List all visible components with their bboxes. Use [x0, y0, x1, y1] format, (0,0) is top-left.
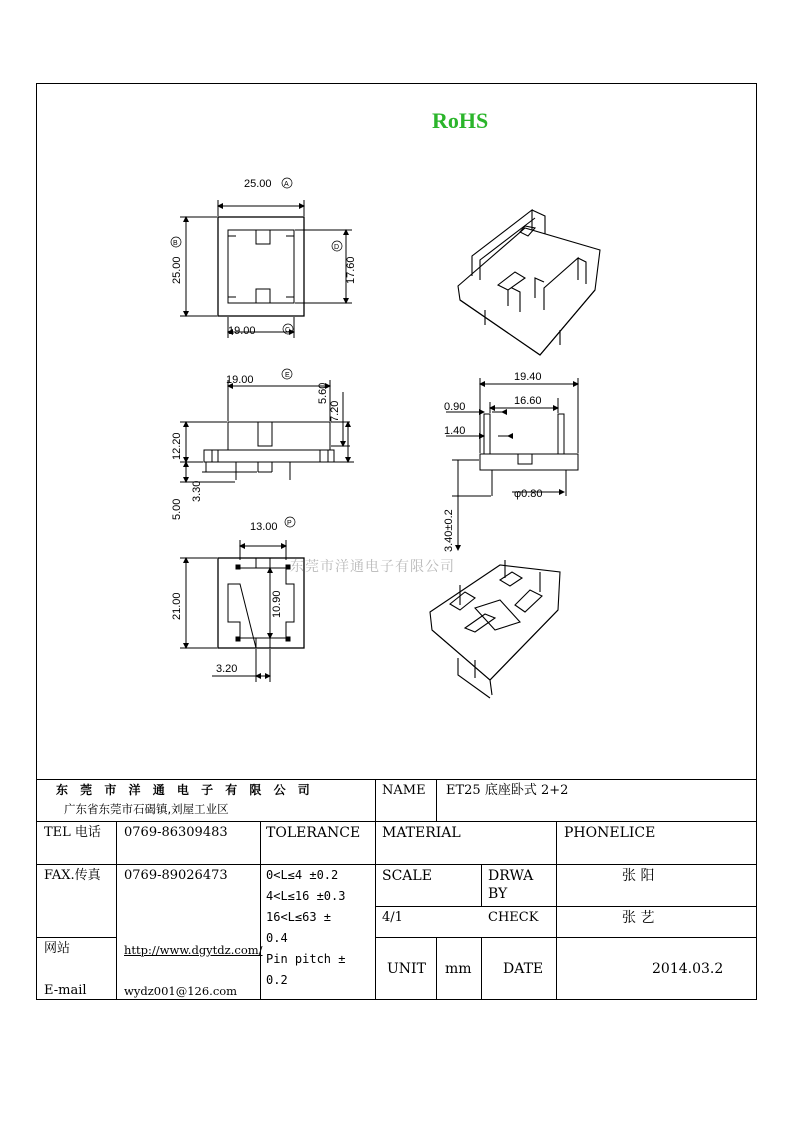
dim-top-height-tag: B: [173, 240, 178, 247]
material-label: MATERIAL: [382, 825, 461, 841]
tolerance-line-3: 16<L≤63 ±: [266, 910, 332, 924]
top-view: [180, 200, 352, 338]
dim-side-width: 19.00: [226, 374, 254, 386]
tolerance-line-4: Pin pitch ±: [266, 952, 346, 966]
scale-value: 4/1: [382, 910, 403, 925]
company-address: 广东省东莞市石碣镇,刘屋工业区: [64, 802, 229, 816]
dim-top-height: 25.00: [171, 256, 183, 284]
date-value: 2014.03.2: [652, 961, 724, 977]
tolerance-line-2: 4<L≤16 ±0.3: [266, 889, 346, 903]
title-block: [36, 779, 757, 1000]
tolerance-line-3b: 0.4: [266, 931, 288, 945]
dim-side-pin2: 3.30: [191, 480, 203, 502]
dim-bottom-width: 13.00: [250, 521, 278, 533]
name-label: NAME: [382, 783, 426, 798]
dim-bottom-inner: 10.90: [271, 590, 283, 618]
dim-side-h1: 5.60: [317, 382, 329, 404]
drwaby-value: 张 阳: [622, 868, 655, 884]
tolerance-line-4b: 0.2: [266, 973, 288, 987]
isometric-view-bottom: [430, 560, 560, 698]
web-link[interactable]: http://www.dgytdz.com/: [124, 943, 263, 957]
isometric-view-top: [458, 210, 600, 355]
dim-right-090: 0.90: [444, 401, 466, 413]
dim-right-width: 19.40: [514, 371, 542, 383]
dim-top-width-tag: A: [284, 181, 289, 188]
dim-top-bottom-tag: C: [285, 327, 291, 334]
dim-right-140: 1.40: [444, 425, 466, 437]
dim-side-width-tag: E: [285, 372, 290, 379]
check-label: CHECK: [488, 910, 539, 925]
fax-label: FAX.传真: [44, 868, 101, 883]
dim-top-inner-tag: D: [334, 244, 340, 251]
scale-label: SCALE: [382, 868, 432, 884]
dim-bottom-height: 21.00: [171, 592, 183, 620]
technical-drawing: [140, 160, 660, 720]
email-label: E-mail: [44, 983, 87, 998]
drwaby-label-2: BY: [488, 886, 508, 902]
check-value: 张 艺: [622, 910, 655, 926]
web-label: 网站: [44, 941, 71, 956]
fax-value: 0769-89026473: [124, 868, 228, 883]
dim-top-bottom: 19.00: [228, 325, 256, 337]
right-view: [446, 378, 578, 550]
tel-value: 0769-86309483: [124, 825, 228, 840]
dim-side-pin: 5.00: [171, 498, 183, 520]
bottom-view: [180, 540, 304, 682]
drwaby-label-1: DRWA: [488, 868, 534, 884]
dim-right-height: 3.40±0.2: [443, 509, 455, 552]
date-label: DATE: [503, 961, 544, 977]
tolerance-line-1: 0<L≤4 ±0.2: [266, 868, 339, 882]
watermark: 东莞市洋通电子有限公司: [290, 559, 455, 575]
dim-side-h2: 7.20: [329, 400, 341, 422]
email-value: wydz001@126.com: [124, 984, 238, 998]
dim-bottom-small: 3.20: [216, 663, 238, 675]
rohs-label: RoHS: [432, 108, 489, 133]
dim-side-total: 12.20: [171, 432, 183, 460]
dim-right-inner: 16.60: [514, 395, 542, 407]
dim-bottom-width-tag: P: [287, 520, 292, 527]
dim-top-inner: 17.60: [345, 256, 357, 284]
tel-label: TEL 电话: [44, 825, 101, 840]
dim-top-width: 25.00: [244, 178, 272, 190]
phonelice-label: PHONELICE: [564, 825, 656, 841]
company-name: 东 莞 市 洋 通 电 子 有 限 公 司: [56, 783, 314, 797]
name-value: ET25 底座卧式 2+2: [446, 783, 569, 798]
unit-value: mm: [445, 961, 472, 977]
dim-pin-dia: φ0.80: [514, 488, 543, 500]
unit-label: UNIT: [387, 961, 426, 977]
tolerance-label: TOLERANCE: [266, 825, 361, 841]
